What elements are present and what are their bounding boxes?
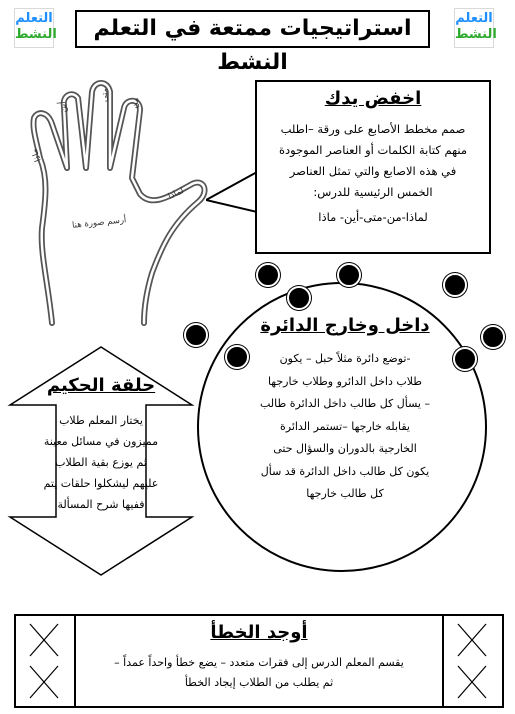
find-error-content — [76, 616, 442, 706]
wise-circle-line: يختار المعلم طلاب — [59, 414, 143, 427]
logo-left — [14, 8, 57, 48]
finger-label-who: من — [129, 96, 142, 110]
inside-outside-title: داخل وخارج الدائرة — [260, 315, 430, 336]
inside-outside-line: -توضع دائرة مثلاً حبل – يكون — [279, 352, 411, 365]
finger-label-what: ماذا — [29, 147, 44, 163]
find-error-box — [14, 614, 504, 708]
x-mark-icon — [454, 662, 490, 702]
student-dot — [443, 273, 467, 297]
find-error-text — [76, 653, 442, 693]
wise-circle-line: ففيها شرح المسألة — [57, 498, 145, 511]
hand-strategy-line: لماذا-من-متى-أين- ماذا — [318, 210, 428, 224]
wise-circle-text — [36, 410, 166, 515]
logo-right — [454, 8, 497, 48]
find-error-line: ثم يطلب من الطلاب إيجاد الخطأ — [184, 676, 334, 689]
student-dot — [287, 286, 311, 310]
logo-left-bottom-text: النشط — [15, 27, 57, 42]
find-error-line: يقسم المعلم الدرس إلى فقرات متعدد – يضع خطأ واحداً عمداً – — [114, 656, 404, 669]
x-mark-icon — [454, 620, 490, 660]
wise-circle-line: ثم يوزع بقية الطلاب — [55, 456, 147, 469]
inside-outside-content — [220, 315, 470, 506]
student-dot — [256, 263, 280, 287]
left-x-column — [16, 616, 76, 706]
hand-strategy-title: اخفض يدك — [324, 88, 422, 109]
wise-circle-line: عليهم ليشكلوا حلقات يتم — [43, 477, 159, 490]
hand-strategy-box — [255, 80, 491, 254]
student-dot — [481, 325, 505, 349]
student-dot — [337, 263, 361, 287]
finger-label-why: لماذا — [166, 186, 186, 202]
inside-outside-line: كل طالب خارجها — [306, 487, 384, 500]
inside-outside-line: – يسأل كل طالب داخل الدائرة طالب — [259, 397, 430, 410]
page-title: استراتيجيات ممتعة في التعلم النشط — [93, 16, 412, 75]
hand-strategy-line: في هذه الاصابع والتي تمثل العناصر — [289, 164, 457, 178]
finger-label-where: أين — [58, 100, 70, 114]
x-mark-icon — [26, 620, 62, 660]
inside-outside-text — [220, 348, 470, 506]
inside-outside-line: يكون كل طالب داخل الدائرة قد سأل — [260, 464, 430, 478]
hand-strategy-text — [257, 119, 489, 228]
inside-outside-line: الخارجية بالدوران والسؤال حتى — [273, 442, 417, 455]
inside-outside-line: يقابله خارجها –تستمر الدائرة — [279, 419, 410, 433]
student-dot — [184, 323, 208, 347]
student-dot — [225, 345, 249, 369]
logo-right-bottom-text: النشط — [455, 27, 497, 42]
wise-circle-box — [36, 375, 166, 515]
page-title-box — [75, 10, 430, 75]
hand-strategy-line: صمم مخطط الأصابع على ورقة –اطلب — [280, 122, 466, 136]
right-x-column — [442, 616, 502, 706]
inside-outside-line: طلاب داخل الدائرو وطلاب خارجها — [267, 374, 423, 388]
wise-circle-title: حلقة الحكيم — [46, 375, 156, 396]
wise-circle-line: مميزون في مسائل معينة — [43, 435, 159, 448]
hand-strategy-line: منهم كتابة الكلمات أو العناصر الموجودة — [278, 143, 468, 157]
logo-right-top-text: التعلم — [455, 11, 493, 26]
hand-strategy-line: الخمس الرئيسية للدرس: — [313, 185, 433, 199]
finger-label-when: متى — [99, 87, 111, 103]
find-error-title: أوجد الخطأ — [210, 622, 308, 643]
student-dot — [453, 347, 477, 371]
x-mark-icon — [26, 662, 62, 702]
palm-label: أرسم صورة هنا — [71, 215, 127, 231]
logo-left-top-text: التعلم — [15, 11, 53, 26]
